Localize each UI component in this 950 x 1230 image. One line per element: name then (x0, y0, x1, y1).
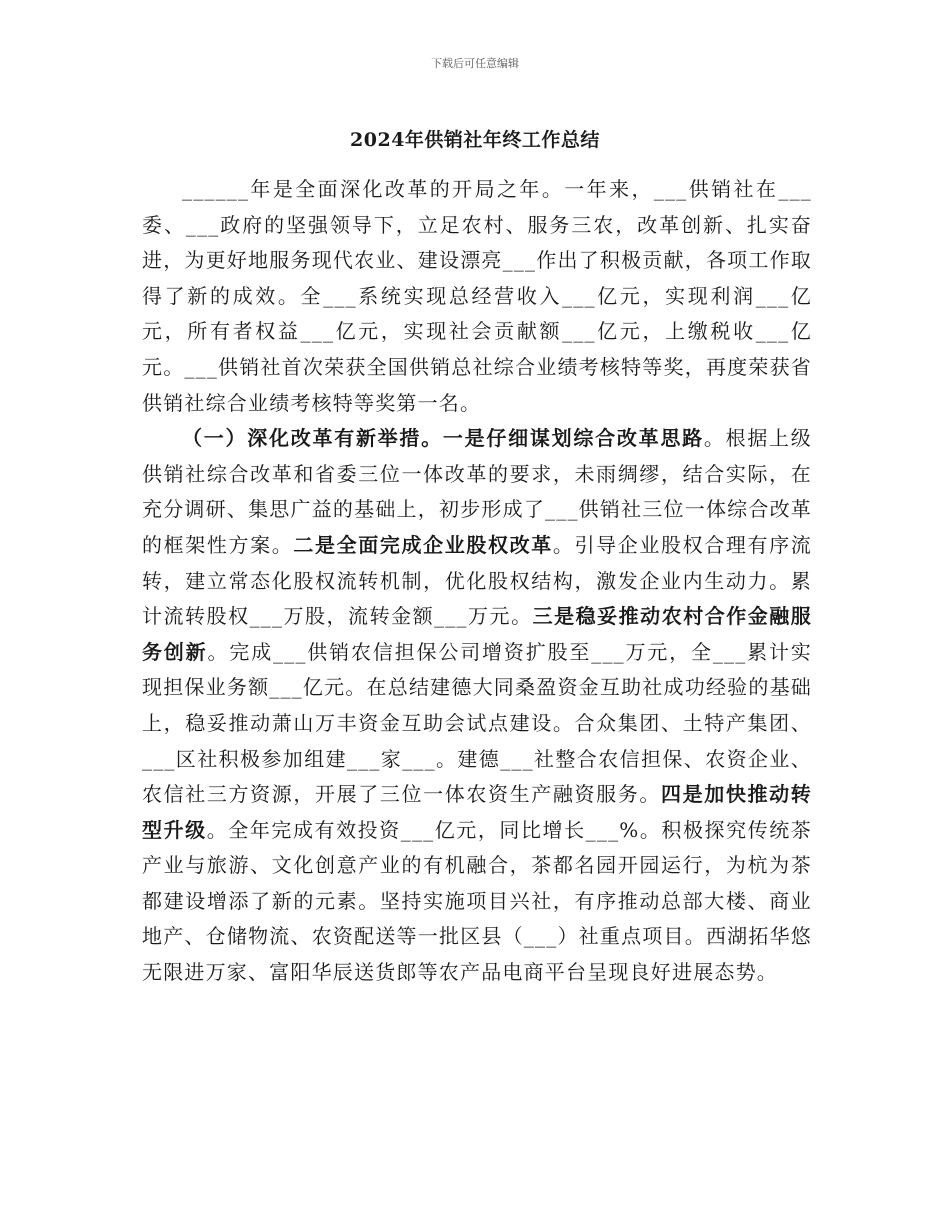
point-heading-upgrade: 四是加快推动转型升级 (142, 782, 812, 842)
paragraph-text: ______年是全面深化改革的开局之年。一年来，___供销社在___委、___政府的坚强领导下，立足农村、服务三农，改革创新、扎实奋进，为更好地服务现代农业、建设漂亮___作出了积极贡献，各项工作取得了新的成效。全___系统实现总经营收入___亿元，实现利润___亿元，所有者权益___亿元，实现社会贡献额___亿元，上缴税收___亿元。___供销社首次荣获全国供销总社综合业绩考核特等奖，再度荣获省供销社综合业绩考核特等奖第一名。 (142, 177, 812, 415)
paragraph-text: 。完成___供销农信担保公司增资扩股至___万元，全___累计实现担保业务额___亿元。在总结建德大同桑盈资金互助社成功经验的基础上，稳妥推动萧山万丰资金互助会试点建设。合众集团、土特产集团、___区社积极参加组建___家___。建德___社整合农信担保、农资企业、农信社三方资源，开展了三位一体农资生产融资服务。 (142, 639, 812, 807)
paragraph-reform (142, 421, 812, 991)
point-heading-finance: 三是稳妥推动农村合作金融服务创新 (142, 604, 812, 664)
paragraph-text: 。全年完成有效投资___亿元，同比增长___%。积极探究传统茶产业与旅游、文化创意产业的有机融合，茶都名园开园运行，为杭为茶都建设增添了新的元素。坚持实施项目兴社，有序推动总部大楼、商业地产、仓储物流、农资配送等一批区县（___）社重点项目。西湖拓华悠无限进万家、富阳华辰送货郎等农产品电商平台呈现良好进展态势。 (142, 817, 812, 985)
point-heading-equity: 二是全面完成企业股权改革 (293, 532, 553, 557)
section-heading-reform: （一）深化改革有新举措。一是仔细谋划综合改革思路 (182, 426, 704, 451)
document-title: 2024年供销社年终工作总结 (350, 129, 600, 151)
document-body (142, 172, 812, 991)
paragraph-text: 。引导企业股权合理有序流转，建立常态化股权流转机制，优化股权结构，激发企业内生动力。累计流转股权___万股，流转金额___万元。 (142, 532, 812, 629)
paragraph-intro (142, 172, 812, 421)
header-note: 下载后可任意编辑 (431, 57, 519, 70)
paragraph-text: 。根据上级供销社综合改革和省委三位一体改革的要求，未雨绸缪，结合实际，在充分调研、集思广益的基础上，初步形成了___供销社三位一体综合改革的框架性方案。 (142, 426, 812, 557)
